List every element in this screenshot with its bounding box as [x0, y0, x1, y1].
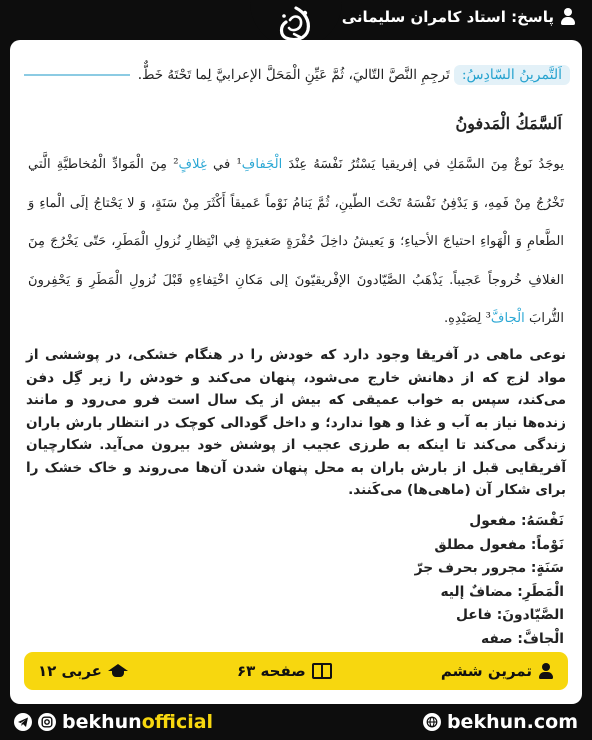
- footer-exercise-label: تمرین ششم: [440, 662, 532, 680]
- glossed-word: الْجافَّ: [490, 311, 525, 326]
- user-icon: [560, 8, 576, 26]
- footer-subject-label: عربی ۱۲: [38, 662, 102, 680]
- grammar-item: نَفْسَهُ: مفعول: [469, 513, 564, 529]
- website-url: bekhun.com: [446, 711, 578, 733]
- story-title: اَلسَّمَكُ الْمَدفونُ: [455, 114, 562, 133]
- user-icon: [538, 663, 554, 680]
- exercise-instruction: تَرجِمِ النَّصَّ التّاليَ، ثُمَّ عَيِّنِ الْمَحَلَّ الإعرابيَّ لِما تَحْتَهُ خَطٌّ.: [137, 67, 450, 83]
- instagram-icon: [38, 713, 56, 731]
- passage-segment: ³ لِصَيْدِهِ.: [443, 311, 491, 326]
- header-rule: [24, 74, 130, 76]
- grammar-item: الْمَطَرِ: مضافٌ إليه: [440, 583, 564, 600]
- grammar-item: نَوْماً: مفعول مطلق: [434, 536, 564, 553]
- brand-suffix: official: [141, 711, 214, 733]
- passage-segment: يوجَدُ نَوعٌ مِنَ السَّمَكِ في إفريقيا يَسْتُرُ: [342, 157, 565, 172]
- passage-segment: ¹ في: [206, 157, 242, 172]
- social-handle[interactable]: [14, 711, 213, 733]
- grammar-item: سَنَةٍ: مجرور بحرف جرّ: [414, 560, 564, 576]
- arabic-passage: [28, 146, 564, 339]
- passage-segment: عِنْدَ: [282, 157, 314, 172]
- brand-bar: [0, 704, 592, 740]
- graduation-cap-icon: [108, 664, 128, 678]
- telegram-icon: [14, 713, 32, 731]
- glossed-word: الْجَفافِ: [241, 157, 283, 172]
- glossed-word: غِلافٍ: [178, 157, 207, 172]
- footer-info-bar: [24, 652, 568, 690]
- content-card: [10, 40, 582, 704]
- persian-translation: نوعی ماهی در آفریقا وجود دارد که خودش را در هنگام خشکی، در پوششی از مواد لزج که از دهانش خارج می‌شود، پنهان می‌کند و خودش را زیر گِل دفن می‌کند، سپس به خواب عمیقی که بیش از یک سال است فرو می‌رود و مانند زنده‌ها نیاز به آب و غذا و هوا ندارد؛ و داخل گودالی کوچک در انتظار بارش باران زندگی می‌کند تا اینکه به طرزی عجیب از پوشش خود بیرون می‌آید. شکارچیان آفریقایی قبل از بارش باران به محل پنهان شدن آن‌ها می‌روند و خاک خشک را برای شکار آن (ماهی‌ها) می‌کَنند.: [26, 347, 566, 498]
- footer-subject: [38, 662, 128, 680]
- globe-icon: [423, 713, 441, 731]
- footer-page-label: صفحه ۶۳: [237, 662, 306, 680]
- brand-name: bekhun: [62, 711, 142, 733]
- grammar-list: [415, 510, 564, 651]
- footer-page: [237, 662, 332, 680]
- grammar-item: الْجافَّ: صفه: [480, 630, 564, 647]
- grammar-item: الصَّيّادونَ: فاعل: [455, 607, 564, 623]
- footer-exercise: [441, 662, 554, 680]
- answer-label: پاسخ: استاد کامران سلیمانی: [341, 8, 554, 26]
- bekhun-logo-icon: [274, 4, 318, 44]
- website-link[interactable]: [423, 711, 578, 733]
- exercise-header: [24, 62, 570, 88]
- passage-segment: ² مِنَ الْمَوادِّ الْمُخاطيَّةِ الَّتي تَخْرُجُ مِنْ فَمِهِ، وَ يَدْفِنُ نَفْسَهُ تَحْتَ الطّينِ، ثُمَّ يَنامُ نَوْماً عَميقاً أَكْثَرَ مِنْ سَنَةٍ، وَ لا يَحْتاجُ إلَى الْماءِ وَ الطَّعامِ وَ الْهَواءِ احتياجَ الأحياءِ؛ وَ يَعيشُ داخِلَ حُفْرَةٍ صَغيرَةٍ فِي انْتِظارِ نُزولِ الْمَطَرِ، حَتّى يَخْرُجَ مِنَ الغلافِ خُروجاً عَجيباً. يَذْهَبُ الصَّيّادونَ الإفْريقيّونَ إلى مَكانِ اخْتِفاءِهِ قَبْلَ نُزولِ الْمَطَرِ وَ يَحْفِرونَ التُّرابَ: [28, 157, 564, 326]
- exercise-label: اَلتَّمرینُ السّادِسُ:: [454, 65, 570, 85]
- book-icon: [312, 663, 332, 679]
- answer-credit: [342, 8, 576, 26]
- underlined-word: نَفْسَهُ: [313, 157, 343, 172]
